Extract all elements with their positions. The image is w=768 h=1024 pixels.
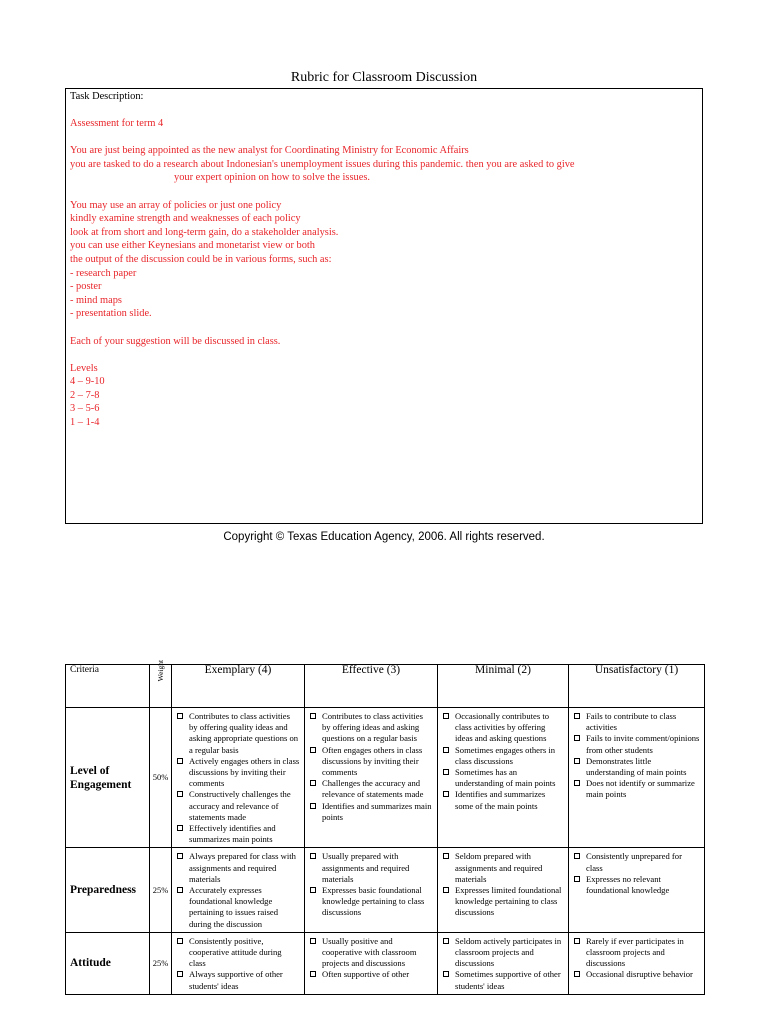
descriptor-list <box>438 708 568 814</box>
descriptor-cell-effective <box>305 932 438 994</box>
descriptor-item <box>442 851 564 885</box>
descriptor-list <box>569 708 704 803</box>
checkbox-icon <box>177 938 183 944</box>
checkbox-icon <box>177 758 183 764</box>
checkbox-icon <box>310 803 316 809</box>
header-unsatisfactory: Unsatisfactory (1) <box>569 665 705 708</box>
task-line: You may use an array of policies or just one policy <box>70 199 282 211</box>
task-line: 4 – 9-10 <box>70 376 105 388</box>
descriptor-item <box>309 969 433 980</box>
descriptor-item <box>442 969 564 991</box>
descriptor-text: Occasional disruptive behavior <box>586 969 693 980</box>
task-line: You are just being appointed as the new analyst for Coordinating Ministry for Economic Affairs <box>70 145 469 157</box>
task-line <box>70 321 698 335</box>
descriptor-item <box>442 711 564 745</box>
header-exemplary: Exemplary (4) <box>172 665 305 708</box>
descriptor-cell-unsatisfactory <box>569 708 705 848</box>
descriptor-item <box>573 778 700 800</box>
descriptor-item <box>309 851 433 885</box>
descriptor-item <box>442 745 564 767</box>
checkbox-icon <box>443 971 449 977</box>
descriptor-cell-exemplary <box>172 932 305 994</box>
descriptor-list <box>305 933 437 983</box>
descriptor-text: Accurately expresses foundational knowledge pertaining to issues raised during the discussion <box>189 885 279 929</box>
descriptor-item <box>573 969 700 980</box>
descriptor-text: Sometimes supportive of other students' ideas <box>455 969 561 991</box>
task-line: look at from short and long-term gain, do a stakeholder analysis. <box>70 226 339 238</box>
descriptor-item <box>573 711 700 733</box>
descriptor-text: Always prepared for class with assignments and required materials <box>189 851 296 884</box>
descriptor-item <box>573 851 700 873</box>
descriptor-cell-minimal <box>438 708 569 848</box>
checkbox-icon <box>574 758 580 764</box>
descriptor-text: Always supportive of other students' ideas <box>189 969 283 991</box>
descriptor-text: Constructively challenges the accuracy and relevance of statements made <box>189 789 291 822</box>
descriptor-item <box>442 767 564 789</box>
descriptor-text: Contributes to class activities by offering ideas and asking questions on a regular basis <box>322 711 423 744</box>
descriptor-text: Actively engages others in class discussions by inviting their comments <box>189 755 300 789</box>
descriptor-item <box>176 936 300 970</box>
task-line: the output of the discussion could be in various forms, such as: <box>70 253 332 265</box>
descriptor-text: Occasionally contributes to class activities by offering ideas and asking questions <box>455 711 550 744</box>
descriptor-item <box>573 733 700 755</box>
rubric-table <box>65 659 705 995</box>
descriptor-item <box>176 885 300 930</box>
descriptor-cell-minimal <box>438 848 569 932</box>
descriptor-list <box>172 708 304 847</box>
descriptor-item <box>176 756 300 790</box>
descriptor-cell-effective <box>305 708 438 848</box>
descriptor-item <box>176 969 300 991</box>
rubric-row <box>66 932 705 994</box>
descriptor-list <box>438 848 568 920</box>
descriptor-list <box>305 848 437 920</box>
task-description-label: Task Description: <box>70 91 144 102</box>
checkbox-icon <box>310 887 316 893</box>
checkbox-icon <box>443 769 449 775</box>
descriptor-list <box>305 708 437 825</box>
descriptor-item <box>573 874 700 896</box>
descriptor-cell-exemplary <box>172 848 305 932</box>
task-line <box>70 131 698 145</box>
descriptor-text: Rarely if ever participates in classroom projects and discussions <box>586 935 684 969</box>
checkbox-icon <box>574 853 580 859</box>
header-minimal: Minimal (2) <box>438 665 569 708</box>
descriptor-item <box>309 936 433 970</box>
weight-cell: 25% <box>150 848 172 932</box>
descriptor-cell-unsatisfactory <box>569 932 705 994</box>
task-line: you can use either Keynesians and monetarist view or both <box>70 240 315 252</box>
descriptor-text: Consistently positive, cooperative attitude during class <box>189 935 282 969</box>
header-weight-label: Weight <box>156 659 166 682</box>
task-description-box <box>65 88 703 524</box>
checkbox-icon <box>443 791 449 797</box>
descriptor-list <box>569 848 704 898</box>
checkbox-icon <box>177 791 183 797</box>
descriptor-text: Fails to contribute to class activities <box>586 711 677 733</box>
criteria-cell: Level of Engagement <box>66 708 150 848</box>
descriptor-text: Expresses basic foundational knowledge pertaining to class discussions <box>322 885 425 918</box>
rubric-header-row <box>66 665 705 708</box>
descriptor-text: Does not identify or summarize main points <box>586 778 695 800</box>
checkbox-icon <box>177 887 183 893</box>
descriptor-cell-effective <box>305 848 438 932</box>
task-line: Assessment for term 4 <box>70 118 164 129</box>
descriptor-cell-exemplary <box>172 708 305 848</box>
criteria-cell: Attitude <box>66 932 150 994</box>
descriptor-list <box>438 933 568 994</box>
checkbox-icon <box>177 713 183 719</box>
checkbox-icon <box>574 713 580 719</box>
descriptor-item <box>176 823 300 845</box>
header-criteria: Criteria <box>66 665 150 708</box>
descriptor-text: Often supportive of other <box>322 969 410 980</box>
checkbox-icon <box>310 780 316 786</box>
descriptor-text: Sometimes engages others in class discussions <box>455 744 556 766</box>
descriptor-item <box>176 851 300 885</box>
descriptor-text: Fails to invite comment/opinions from other students <box>586 733 700 755</box>
checkbox-icon <box>310 938 316 944</box>
checkbox-icon <box>574 735 580 741</box>
rubric-row <box>66 848 705 932</box>
task-line: you are tasked to do a research about Indonesian's unemployment issues during this pandemic. then you are asked to give <box>70 158 575 170</box>
descriptor-list <box>569 933 704 983</box>
checkbox-icon <box>443 938 449 944</box>
checkbox-icon <box>443 713 449 719</box>
task-line: 1 – 1-4 <box>70 417 100 429</box>
task-line <box>70 348 698 362</box>
descriptor-text: Sometimes has an understanding of main points <box>455 767 556 789</box>
checkbox-icon <box>574 971 580 977</box>
descriptor-text: Identifies and summarizes main points <box>322 800 432 822</box>
descriptor-list <box>172 933 304 994</box>
checkbox-icon <box>574 876 580 882</box>
descriptor-text: Seldom actively participates in classroom projects and discussions <box>455 935 562 969</box>
checkbox-icon <box>177 825 183 831</box>
descriptor-item <box>309 801 433 823</box>
task-line: Each of your suggestion will be discussed in class. <box>70 335 281 347</box>
descriptor-item <box>442 936 564 970</box>
descriptor-item <box>176 789 300 823</box>
descriptor-text: Challenges the accuracy and relevance of statements made <box>322 778 424 800</box>
task-line: - poster <box>70 281 102 293</box>
task-line: 2 – 7-8 <box>70 389 100 401</box>
checkbox-icon <box>310 713 316 719</box>
descriptor-text: Demonstrates little understanding of main points <box>586 755 687 778</box>
descriptor-item <box>176 711 300 756</box>
rubric-row <box>66 708 705 848</box>
copyright-notice: Copyright © Texas Education Agency, 2006. All rights reserved. <box>223 531 545 543</box>
descriptor-item <box>309 711 433 745</box>
task-line: - research paper <box>70 267 137 279</box>
task-line: kindly examine strength and weaknesses of each policy <box>70 213 301 225</box>
weight-cell: 50% <box>150 708 172 848</box>
task-line: 3 – 5-6 <box>70 403 100 415</box>
checkbox-icon <box>443 747 449 753</box>
descriptor-text: Seldom prepared with assignments and required materials <box>455 851 543 884</box>
checkbox-icon <box>574 938 580 944</box>
descriptor-item <box>309 745 433 779</box>
checkbox-icon <box>310 853 316 859</box>
header-weight <box>150 659 172 708</box>
descriptor-text: Often engages others in class discussions by inviting their comments <box>322 744 423 778</box>
checkbox-icon <box>443 887 449 893</box>
checkbox-icon <box>443 853 449 859</box>
descriptor-item <box>309 885 433 919</box>
page-title: Rubric for Classroom Discussion <box>290 70 478 85</box>
task-line <box>70 185 698 199</box>
descriptor-item <box>573 756 700 778</box>
descriptor-list <box>172 848 304 931</box>
task-line: Levels <box>70 362 98 374</box>
checkbox-icon <box>177 971 183 977</box>
descriptor-text: Usually positive and cooperative with classroom projects and discussions <box>322 935 417 969</box>
header-effective: Effective (3) <box>305 665 438 708</box>
descriptor-text: Effectively identifies and summarizes main points <box>189 823 276 845</box>
descriptor-item <box>573 936 700 970</box>
descriptor-text: Usually prepared with assignments and required materials <box>322 851 410 884</box>
descriptor-text: Expresses limited foundational knowledge pertaining to class discussions <box>455 885 562 918</box>
descriptor-text: Identifies and summarizes some of the main points <box>455 789 546 811</box>
task-line: - mind maps <box>70 294 122 306</box>
descriptor-text: Expresses no relevant foundational knowledge <box>586 873 670 896</box>
descriptor-item <box>309 778 433 800</box>
descriptor-item <box>442 789 564 811</box>
descriptor-item <box>442 885 564 919</box>
task-line: your expert opinion on how to solve the issues. <box>174 172 370 184</box>
criteria-cell: Preparedness <box>66 848 150 932</box>
checkbox-icon <box>177 853 183 859</box>
descriptor-text: Consistently unprepared for class <box>586 851 682 873</box>
checkbox-icon <box>574 780 580 786</box>
descriptor-cell-minimal <box>438 932 569 994</box>
descriptor-cell-unsatisfactory <box>569 848 705 932</box>
task-line: - presentation slide. <box>70 308 152 320</box>
task-description-body <box>70 117 698 430</box>
checkbox-icon <box>310 971 316 977</box>
descriptor-text: Contributes to class activities by offering quality ideas and asking appropriate questions on a regular basis <box>189 711 299 755</box>
checkbox-icon <box>310 747 316 753</box>
weight-cell: 25% <box>150 932 172 994</box>
